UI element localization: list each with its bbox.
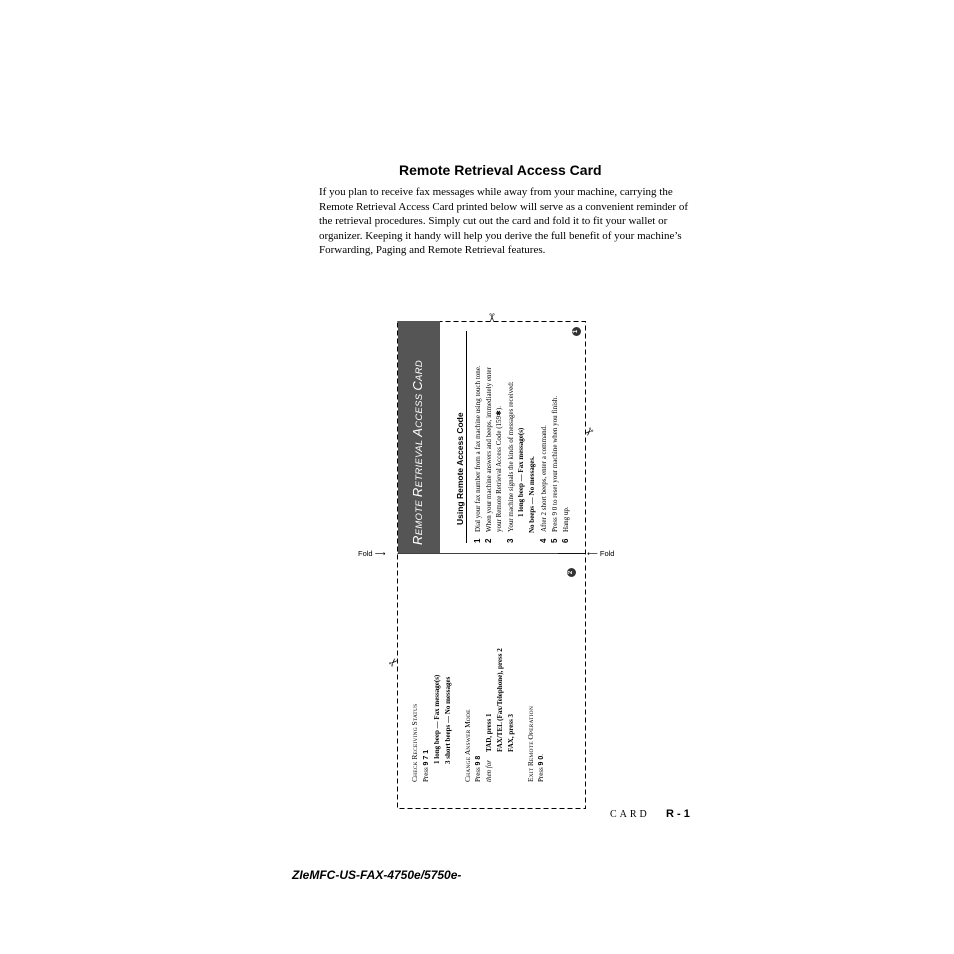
document-code: ZIeMFC-US-FAX-4750e/5750e- xyxy=(292,868,462,882)
check-status-heading: CHECK RECEIVING STATUS xyxy=(410,703,419,782)
tad-option: TAD, press 1 xyxy=(485,713,493,752)
card-title-band xyxy=(398,321,440,553)
then-for-label: then for xyxy=(485,760,493,782)
step-2-cont: your Remote Retrieval Access Code (159✱). xyxy=(495,406,503,532)
exit-remote-heading: EXIT REMOTE OPERATION xyxy=(526,706,535,782)
scissors-icon: ✂ xyxy=(580,423,597,440)
step-4: 4After 2 short beeps, enter a command. xyxy=(539,425,548,543)
card-title: REMOTE RETRIEVAL ACCESS CARD xyxy=(410,359,425,545)
exit-remote-press: Press 9 0. xyxy=(537,753,545,782)
step-3-long-beep: 1 long beep — Fax message(s) xyxy=(517,427,525,517)
section-title: Remote Retrieval Access Card xyxy=(399,162,602,178)
step-5: 5Press 9 0 to reset your machine when you finish. xyxy=(550,395,559,543)
step-1: 1Dial your fax number from a fax machine using touch tone. xyxy=(473,365,482,543)
faxtel-option: FAX/TEL (Fax/Telephone), press 2 xyxy=(496,648,504,752)
check-status-press: Press 9 7 1 xyxy=(422,749,430,782)
intro-paragraph: If you plan to receive fax messages while away from your machine, carrying the Remote Retrieval Access Card printed below will serve as a convenient reminder of the retrieval procedures. Simply cut out the card and fold it to fit your wallet or organizer. Keeping it handy will help you derive the full benefit of your machine’s Forwarding, Paging and Remote Retrieval features. xyxy=(319,186,688,257)
step-6: 6Hang up. xyxy=(561,506,570,543)
card-front-panel xyxy=(398,321,585,553)
card-back-panel xyxy=(398,552,585,798)
arrow-left-icon: ⟵ xyxy=(587,549,598,558)
step-3-no-beeps: No beeps — No messages. xyxy=(528,456,536,533)
scissors-icon: ✂ xyxy=(485,312,499,323)
fold-label-right: ⟵ Fold xyxy=(587,549,615,558)
change-mode-press: Press 9 8 xyxy=(474,755,482,782)
fax-option: FAX, press 3 xyxy=(507,713,515,752)
arrow-right-icon: ⟶ xyxy=(374,549,386,558)
page-number: R - 1 xyxy=(666,808,690,820)
fold-label-left: Fold ⟶ xyxy=(358,549,386,558)
card-subheading: Using Remote Access Code xyxy=(455,412,465,525)
scissors-icon: ✂ xyxy=(385,654,402,671)
change-mode-heading: CHANGE ANSWER MODE xyxy=(463,709,472,782)
step-2: 2When your machine answers and beeps, immediately enter xyxy=(484,367,493,543)
footer-section-label: CARD xyxy=(610,809,650,820)
subheading-rule xyxy=(466,331,467,543)
check-status-line1: 1 long beep — Fax message(s) xyxy=(433,674,441,764)
panel-number-badge: 2 xyxy=(567,568,576,577)
check-status-line2: 3 short beeps — No messages xyxy=(444,676,452,764)
step-3: 3Your machine signals the kinds of messages received: xyxy=(506,381,515,543)
panel-number-badge: 1 xyxy=(572,327,581,336)
